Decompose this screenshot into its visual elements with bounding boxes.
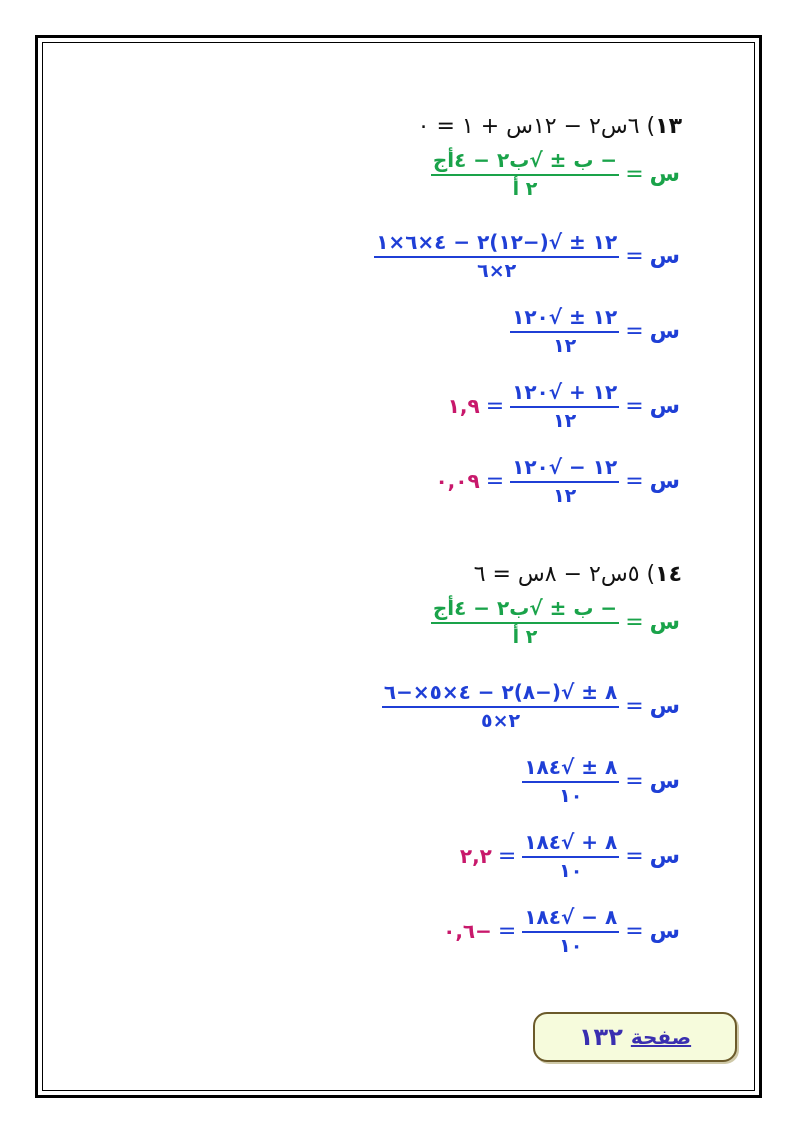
variable-x: س	[649, 161, 680, 187]
equation-text: ٥س٢ − ٨س = ٦	[473, 562, 640, 587]
numerator: ٨ − √١٨٤	[524, 905, 618, 929]
substitution-row-13	[374, 230, 680, 282]
variable-x: س	[649, 318, 680, 344]
equals-sign: =	[625, 768, 644, 794]
variable-x: س	[649, 393, 680, 419]
numerator: ٨ + √١٨٤	[524, 830, 618, 854]
problem-13-equation: ١٣) ٦س٢ − ١٢س + ١ = ٠	[417, 114, 682, 139]
equals-sign: =	[485, 468, 505, 494]
equals-sign: =	[497, 843, 517, 869]
simplify-row-13	[510, 305, 680, 357]
equation-text: ٦س٢ − ١٢س + ١ = ٠	[417, 114, 640, 139]
fraction	[431, 148, 619, 200]
equals-sign: =	[625, 393, 644, 419]
fraction	[431, 596, 619, 648]
denominator: ١٢	[553, 410, 577, 432]
plus-root-row-13	[448, 380, 680, 432]
numerator: ١٢ ± √١٢٠	[512, 305, 618, 329]
numerator: ١٢ ± √(−١٢)٢ − ٤×٦×١	[376, 230, 618, 254]
denominator: ٢×٦	[477, 260, 517, 282]
page-number-badge	[533, 1012, 737, 1062]
numerator: − ب ± √ب٢ − ٤أج	[432, 148, 618, 172]
equals-sign: =	[625, 243, 644, 269]
variable-x: س	[649, 843, 680, 869]
equals-sign: =	[625, 318, 644, 344]
denominator: ١٢	[553, 335, 577, 357]
fraction	[382, 680, 619, 732]
equals-sign: =	[625, 843, 644, 869]
variable-x: س	[649, 768, 680, 794]
equals-sign: =	[485, 393, 505, 419]
denominator: ١٠	[559, 785, 583, 807]
equals-sign: =	[625, 609, 644, 635]
equals-sign: =	[625, 693, 644, 719]
equals-sign: =	[625, 468, 644, 494]
variable-x: س	[649, 693, 680, 719]
fraction	[510, 380, 619, 432]
plus-root-row-14	[460, 830, 680, 882]
variable-x: س	[649, 609, 680, 635]
denominator: ٢ أ	[512, 626, 538, 648]
root-result: −٠,٦	[443, 919, 492, 943]
numerator: ٨ ± √١٨٤	[524, 755, 618, 779]
problem-number: ١٣	[655, 114, 682, 139]
denominator: ٢×٥	[480, 710, 521, 732]
equals-sign: =	[625, 161, 644, 187]
minus-root-row-13	[435, 455, 680, 507]
variable-x: س	[649, 243, 680, 269]
variable-x: س	[649, 918, 680, 944]
page-label: صفحة	[630, 1025, 692, 1049]
minus-root-row-14	[443, 905, 680, 957]
formula-row-14	[431, 596, 680, 648]
substitution-row-14	[382, 680, 680, 732]
root-result: ٢,٢	[459, 844, 492, 868]
numerator: − ب ± √ب٢ − ٤أج	[432, 596, 618, 620]
fraction	[522, 905, 619, 957]
numerator: ١٢ − √١٢٠	[512, 455, 618, 479]
root-result: ٠,٠٩	[435, 469, 480, 493]
equals-sign: =	[625, 918, 644, 944]
denominator: ١٢	[553, 485, 577, 507]
fraction	[374, 230, 619, 282]
equals-sign: =	[497, 918, 517, 944]
root-result: ١,٩	[447, 394, 480, 418]
variable-x: س	[649, 468, 680, 494]
simplify-row-14	[522, 755, 680, 807]
denominator: ١٠	[559, 860, 583, 882]
fraction	[510, 305, 619, 357]
fraction	[510, 455, 619, 507]
numerator: ٨ ± √(−٨)٢ − ٤×٥×−٦	[383, 680, 618, 704]
denominator: ٢ أ	[512, 178, 538, 200]
denominator: ١٠	[559, 935, 583, 957]
numerator: ١٢ + √١٢٠	[512, 380, 618, 404]
page-number: ١٣٢	[578, 1023, 623, 1051]
fraction	[522, 755, 619, 807]
problem-14-equation: ١٤) ٥س٢ − ٨س = ٦	[473, 562, 682, 587]
fraction	[522, 830, 619, 882]
problem-number: ١٤	[655, 562, 682, 587]
formula-row-13	[431, 148, 680, 200]
